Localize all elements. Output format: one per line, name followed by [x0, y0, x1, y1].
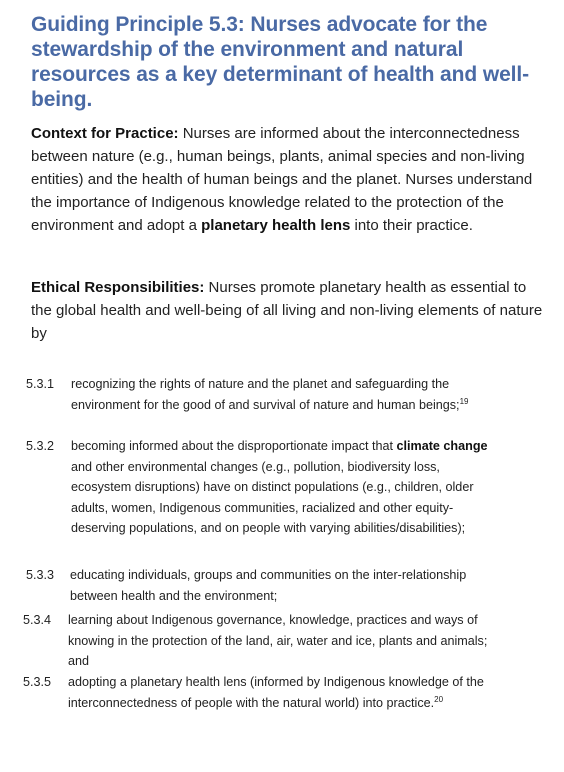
footnote-ref: 19 — [459, 396, 469, 406]
ethics-text: Nurses promote planetary health as essential to the global health and well-being of all living and non-living elements of nature by — [31, 279, 543, 342]
item-number: 5.3.2 — [26, 439, 55, 453]
item-number: 5.3.3 — [26, 568, 55, 582]
item-text-content: adopting a planetary health lens (informed by Indigenous knowledge of the interconnectedness of people with the natural world) into practice. — [68, 675, 484, 710]
context-text-1: Nurses are informed about the interconnectedness between nature (e.g., human beings, plants, animal species and non-living entities) and the health of human beings and the planet. Nurses understand the importance of Indigenous knowledge related to the protection of the environment and adopt a — [31, 125, 533, 234]
ethical-responsibilities-paragraph — [31, 276, 549, 345]
item-text — [71, 374, 491, 415]
planetary-health-lens-term: planetary health lens — [201, 217, 351, 234]
item-text-content: and other environmental changes (e.g., pollution, biodiversity loss, ecosystem disruptions) have on distinct populations (e.g., children, older adults, women, Indigenous communities, racialized and other equity-deserving populations, and on people with varying abilities/disabilities); — [71, 459, 474, 535]
list-item — [26, 374, 496, 415]
footnote-ref: 20 — [434, 694, 444, 704]
list-item — [26, 565, 496, 606]
item-text: educating individuals, groups and communities on the inter-relationship between health and the environment; — [70, 568, 467, 603]
context-for-practice-paragraph — [31, 122, 549, 237]
item-text — [68, 672, 488, 713]
item-number: 5.3.5 — [23, 675, 52, 689]
item-number: 5.3.1 — [26, 377, 55, 391]
context-text-2: into their practice. — [350, 217, 473, 234]
principle-heading: Guiding Principle 5.3: Nurses advocate for the stewardship of the environment and natural resources as a key determinant of health and well-being. — [31, 13, 530, 111]
item-text: learning about Indigenous governance, knowledge, practices and ways of knowing in the protection of the land, air, water and ice, plants and animals; and — [68, 613, 488, 668]
list-item — [23, 610, 493, 672]
item-text-content: becoming informed about the disproportionate impact that — [71, 439, 397, 453]
item-number: 5.3.4 — [23, 613, 52, 627]
item-text-content: recognizing the rights of nature and the planet and safeguarding the environment for the good of and survival of nature and human beings; — [71, 377, 460, 412]
context-label: Context for Practice: — [31, 125, 179, 142]
item-text — [71, 436, 491, 539]
list-item — [26, 436, 496, 539]
climate-change-term: climate change — [396, 439, 488, 453]
ethics-label: Ethical Responsibilities: — [31, 279, 205, 296]
list-item — [23, 672, 493, 713]
